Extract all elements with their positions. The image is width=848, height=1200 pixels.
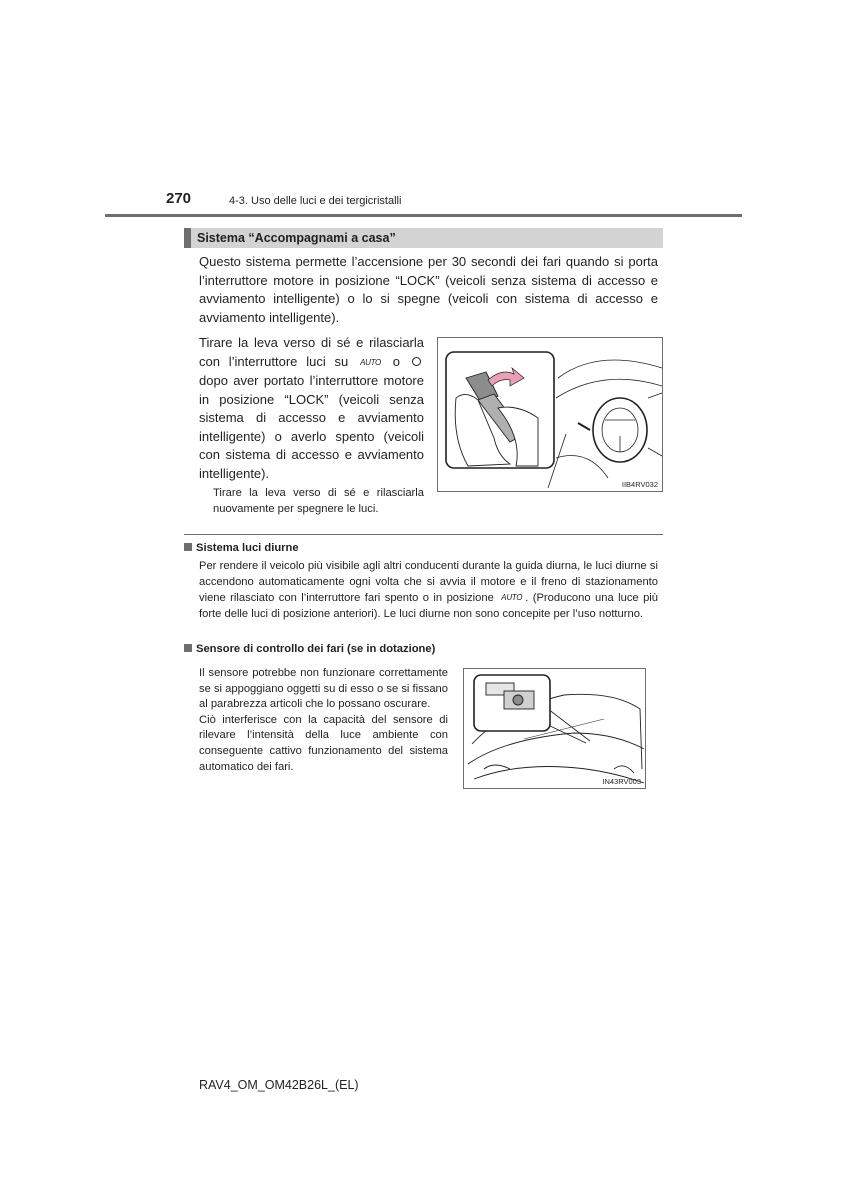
breadcrumb: 4-3. Uso delle luci e dei tergicristalli — [229, 195, 402, 207]
section-title-bar — [184, 228, 663, 248]
section-intro: Questo sistema permette l’accensione per 30 secondi dei fari quando si porta l’interruttore motore in posizione “LOCK” (veicoli senza sistema di accesso e avviamento intelligente) o lo si spegne (veicoli con sistema di accesso e avviamento intelligente). — [199, 254, 658, 325]
drl-text-1: Per rendere il veicolo più visibile agli altri conducenti durante la guida diurna, le luci diurne si accendono automaticamente ogni volta che si avvia il motore e il freno di stazionamento viene rilasciato con l’interruttore fari spento o in posizione — [199, 560, 658, 605]
footer-code: RAV4_OM_OM42B26L_(EL) — [199, 1078, 359, 1092]
section-title: Sistema “Accompagnami a casa” — [197, 231, 396, 245]
sensor-text-2: Ciò interferisce con la capacità del sensore di rilevare l’intensità della luce ambiente con conseguente cattivo funzionamento del sistema automatico dei fari. — [199, 713, 448, 773]
auto-symbol: AUTO — [501, 593, 523, 603]
square-bullet-icon — [184, 543, 192, 551]
page-number: 270 — [166, 190, 192, 207]
step-text-1: Tirare la leva verso di sé e rilasciarla con l’interruttore luci su — [199, 335, 424, 369]
sensor-figure — [463, 668, 646, 789]
lever-figure — [437, 337, 663, 492]
figure-code: IN43RV003 — [602, 777, 641, 786]
drl-text — [199, 559, 658, 622]
section-divider — [184, 534, 663, 535]
step-note: Tirare la leva verso di sé e rilasciarla nuovamente per spegnere le luci. — [213, 487, 424, 515]
figure-code: IIB4RV032 — [621, 480, 658, 489]
auto-symbol: AUTO — [360, 357, 381, 367]
drl-heading — [184, 542, 299, 554]
step-instruction — [199, 334, 424, 483]
small-light-icon — [412, 357, 421, 366]
lever-illustration — [438, 338, 664, 493]
step-text-2: dopo aver portato l’interruttore motore in posizione “LOCK” (veicoli senza sistema di accesso e avviamento intelligente) o averlo spento (veicoli con sistema di accesso e avviamento intelligente). — [199, 373, 424, 481]
sensor-illustration — [464, 669, 647, 790]
header-rule — [105, 214, 742, 217]
sensor-text — [199, 666, 448, 775]
drl-heading-text: Sistema luci diurne — [196, 542, 299, 554]
square-bullet-icon — [184, 644, 192, 652]
sensor-heading — [184, 643, 435, 655]
drl-text-2: . (Producono una luce più forte delle luci di posizione anteriori). Le luci diurne non sono concepite per l’uso notturno. — [199, 592, 659, 620]
sensor-heading-text: Sensore di controllo dei fari (se in dotazione) — [196, 643, 436, 655]
step-or: o — [392, 353, 400, 369]
sensor-text-1: Il sensore potrebbe non funzionare correttamente se si appoggiano oggetti su di esso o se si fissano al parabrezza articoli che lo possano oscurare. — [199, 667, 448, 711]
